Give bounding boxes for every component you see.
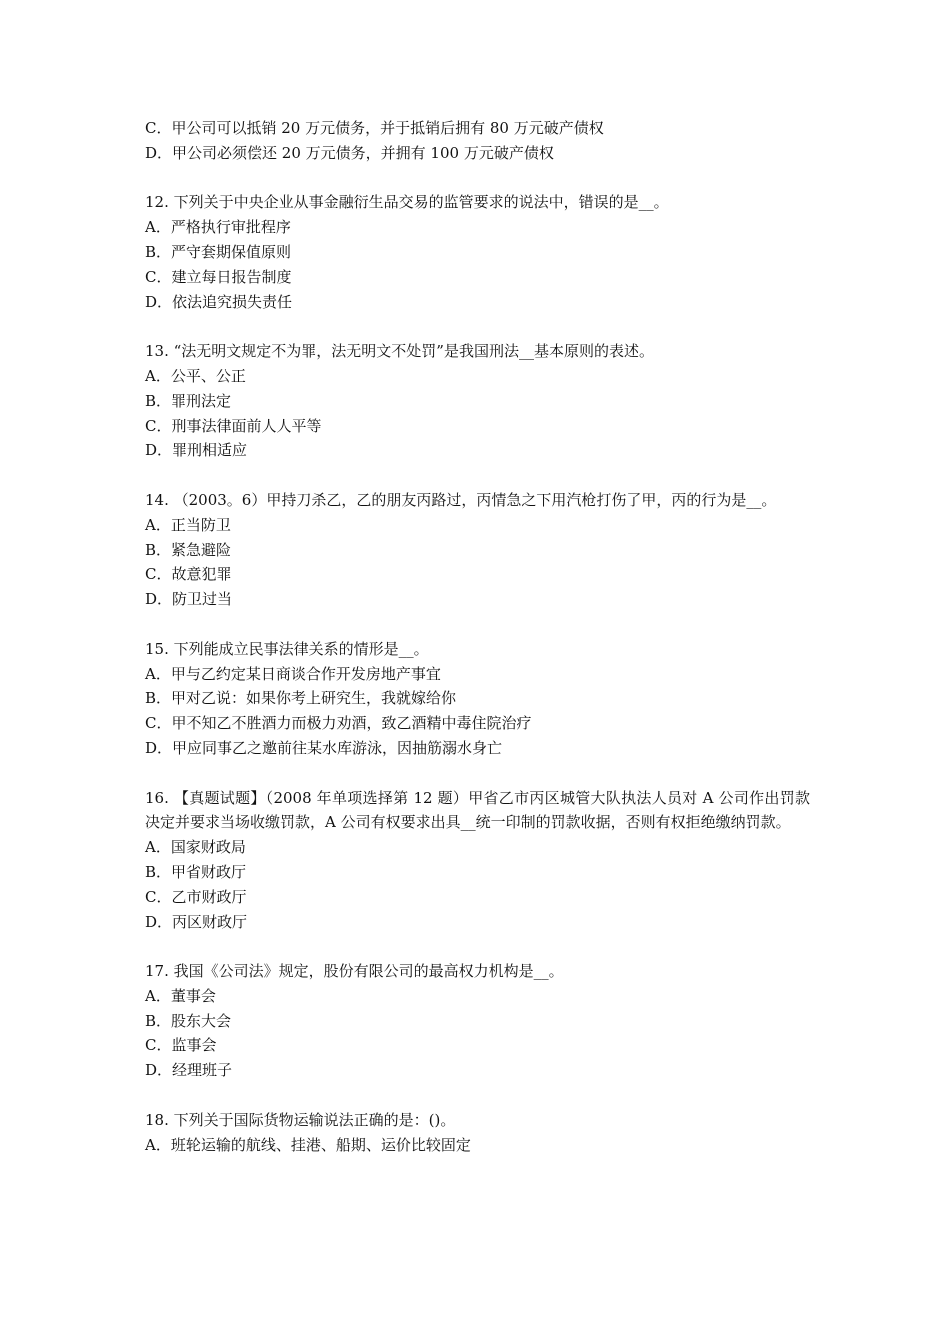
question-16-option-a: A．国家财政局 — [145, 838, 246, 857]
option-d-prev: D．甲公司必须偿还 20 万元债务，并拥有 100 万元破产债权 — [145, 143, 554, 162]
question-14-option-b: B．紧急避险 — [145, 540, 232, 559]
question-16-option-d: D．丙区财政厅 — [145, 912, 248, 931]
question-15-option-a: A．甲与乙约定某日商谈合作开发房地产事宜 — [145, 664, 441, 683]
question-18-stem: 18. 下列关于国际货物运输说法正确的是：()。 — [145, 1110, 456, 1129]
question-14-option-a: A．正当防卫 — [145, 515, 231, 534]
question-15-option-c: C．甲不知乙不胜酒力而极力劝酒，致乙酒精中毒住院治疗 — [145, 714, 532, 733]
question-14-option-c: C．故意犯罪 — [145, 565, 232, 584]
question-18-option-a: A．班轮运输的航线、挂港、船期、运价比较固定 — [145, 1135, 471, 1154]
question-15-stem: 15. 下列能成立民事法律关系的情形是__。 — [145, 639, 429, 658]
question-13-stem: 13. “法无明文规定不为罪，法无明文不处罚”是我国刑法__基本原则的表述。 — [145, 342, 654, 361]
question-13-option-b: B．罪刑法定 — [145, 391, 232, 410]
question-12-option-c: C．建立每日报告制度 — [145, 267, 292, 286]
question-15-option-d: D．甲应同事乙之邀前往某水库游泳，因抽筋溺水身亡 — [145, 738, 503, 757]
question-13-option-d: D．罪刑相适应 — [145, 441, 248, 460]
question-14-option-d: D．防卫过当 — [145, 590, 233, 609]
question-13-option-c: C．刑事法律面前人人平等 — [145, 416, 322, 435]
question-17-option-c: C．监事会 — [145, 1036, 217, 1055]
question-12-option-a: A．严格执行审批程序 — [145, 218, 291, 237]
question-12-option-b: B．严守套期保值原则 — [145, 242, 292, 261]
question-16-option-c: C．乙市财政厅 — [145, 887, 247, 906]
question-17-option-b: B．股东大会 — [145, 1011, 232, 1030]
question-16-option-b: B．甲省财政厅 — [145, 862, 247, 881]
question-17-option-a: A．董事会 — [145, 986, 216, 1005]
question-13-option-a: A．公平、公正 — [145, 366, 246, 385]
document-body — [145, 116, 810, 1157]
option-c-prev: C．甲公司可以抵销 20 万元债务，并于抵销后拥有 80 万元破产债权 — [145, 119, 604, 137]
question-14-stem: 14. （2003。6）甲持刀杀乙，乙的朋友丙路过，丙情急之下用汽枪打伤了甲，丙的行为是__。 — [145, 490, 777, 509]
question-17-option-d: D．经理班子 — [145, 1061, 233, 1080]
question-12-stem: 12. 下列关于中央企业从事金融衍生品交易的监管要求的说法中，错误的是__。 — [145, 193, 669, 212]
question-17-stem: 17. 我国《公司法》规定，股份有限公司的最高权力机构是__。 — [145, 962, 564, 981]
question-12-option-d: D．依法追究损失责任 — [145, 292, 293, 311]
question-15-option-b: B．甲对乙说：如果你考上研究生，我就嫁给你 — [145, 689, 457, 708]
question-16-stem: 16. 【真题试题】（2008 年单项选择第 12 题）甲省乙市丙区城管大队执法人员对 A 公司作出罚款决定并要求当场收缴罚款，A 公司有权要求出具__统一印制的罚款收据，否则有权拒绝缴纳罚款。 — [145, 788, 810, 832]
